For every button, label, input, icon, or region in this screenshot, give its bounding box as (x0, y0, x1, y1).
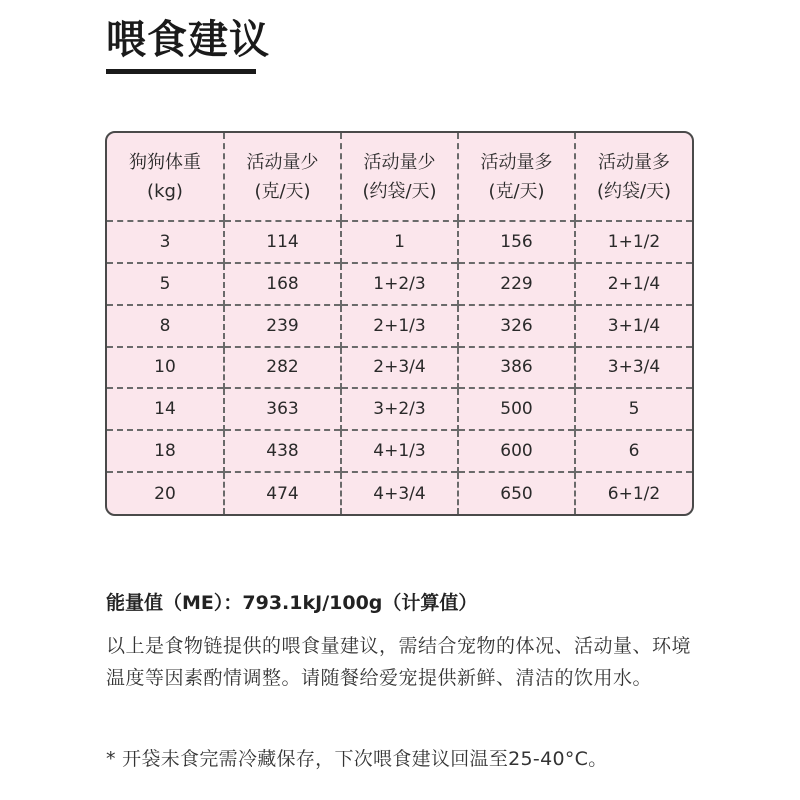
table-header-row (107, 133, 692, 221)
cell-low-bags: 4+1/3 (341, 430, 458, 472)
cell-low-bags: 2+3/4 (341, 347, 458, 389)
header-low-activity-grams (224, 133, 341, 221)
cell-high-grams: 600 (458, 430, 575, 472)
table-row (107, 221, 692, 263)
header-high-activity-bags (575, 133, 692, 221)
cell-low-grams: 282 (224, 347, 341, 389)
cell-high-grams: 229 (458, 263, 575, 305)
cell-high-grams: 326 (458, 305, 575, 347)
header-weight (107, 133, 224, 221)
table-row (107, 305, 692, 347)
cell-weight: 5 (107, 263, 224, 305)
cell-high-bags: 6+1/2 (575, 472, 692, 514)
header-unit: (克/天) (488, 180, 545, 202)
cell-weight: 10 (107, 347, 224, 389)
header-label: 活动量少 (363, 151, 436, 173)
cell-weight: 3 (159, 231, 171, 252)
cell-low-bags: 1+2/3 (341, 263, 458, 305)
header-unit: (克/天) (254, 180, 311, 202)
cell-weight: 18 (107, 430, 224, 472)
cell-high-grams: 650 (458, 472, 575, 514)
cell-high-bags: 2+1/4 (575, 263, 692, 305)
cell-low-grams: 239 (224, 305, 341, 347)
header-high-activity-grams (458, 133, 575, 221)
cell-high-grams: 386 (458, 347, 575, 389)
cell-high-bags: 5 (575, 388, 692, 430)
cell-weight: 14 (107, 388, 224, 430)
header-label: 活动量少 (246, 151, 319, 173)
header-label: 狗狗体重 (129, 151, 201, 173)
table-row (107, 347, 692, 389)
feeding-table-container (105, 131, 694, 516)
storage-note: * 开袋未食完需冷藏保存，下次喂食建议回温至25-40°C。 (106, 748, 608, 770)
cell-low-bags: 3+2/3 (341, 388, 458, 430)
title-underline (106, 69, 256, 74)
header-label: 活动量多 (480, 151, 553, 173)
cell-high-grams: 156 (458, 221, 575, 263)
cell-low-grams: 363 (224, 388, 341, 430)
cell-high-grams: 500 (458, 388, 575, 430)
cell-low-bags: 2+1/3 (341, 305, 458, 347)
feeding-table (107, 133, 692, 514)
page-title: 喂食建议 (106, 17, 270, 63)
header-unit: (kg) (147, 180, 183, 202)
table-row (107, 388, 692, 430)
cell-weight: 20 (107, 472, 224, 514)
header-low-activity-bags (341, 133, 458, 221)
cell-low-grams: 168 (224, 263, 341, 305)
cell-high-bags: 6 (575, 430, 692, 472)
header-unit: (约袋/天) (362, 180, 437, 202)
cell-low-grams: 114 (224, 221, 341, 263)
header-label: 活动量多 (598, 151, 670, 173)
cell-low-bags: 1 (341, 221, 458, 263)
cell-high-bags: 1+1/2 (575, 221, 692, 263)
table-row (107, 430, 692, 472)
table-row (107, 263, 692, 305)
energy-value: 能量值（ME）：793.1kJ/100g（计算值） (106, 592, 478, 614)
cell-low-grams: 474 (224, 472, 341, 514)
cell-low-bags: 4+3/4 (341, 472, 458, 514)
cell-weight: 8 (107, 305, 224, 347)
feeding-description: 以上是食物链提供的喂食量建议，需结合宠物的体况、活动量、环境温度等因素酌情调整。请随餐给爱宠提供新鲜、清洁的饮用水。 (106, 635, 692, 689)
table-row (107, 472, 692, 514)
cell-high-bags: 3+1/4 (575, 305, 692, 347)
header-unit: (约袋/天) (596, 180, 672, 202)
cell-low-grams: 438 (224, 430, 341, 472)
cell-high-bags: 3+3/4 (575, 347, 692, 389)
